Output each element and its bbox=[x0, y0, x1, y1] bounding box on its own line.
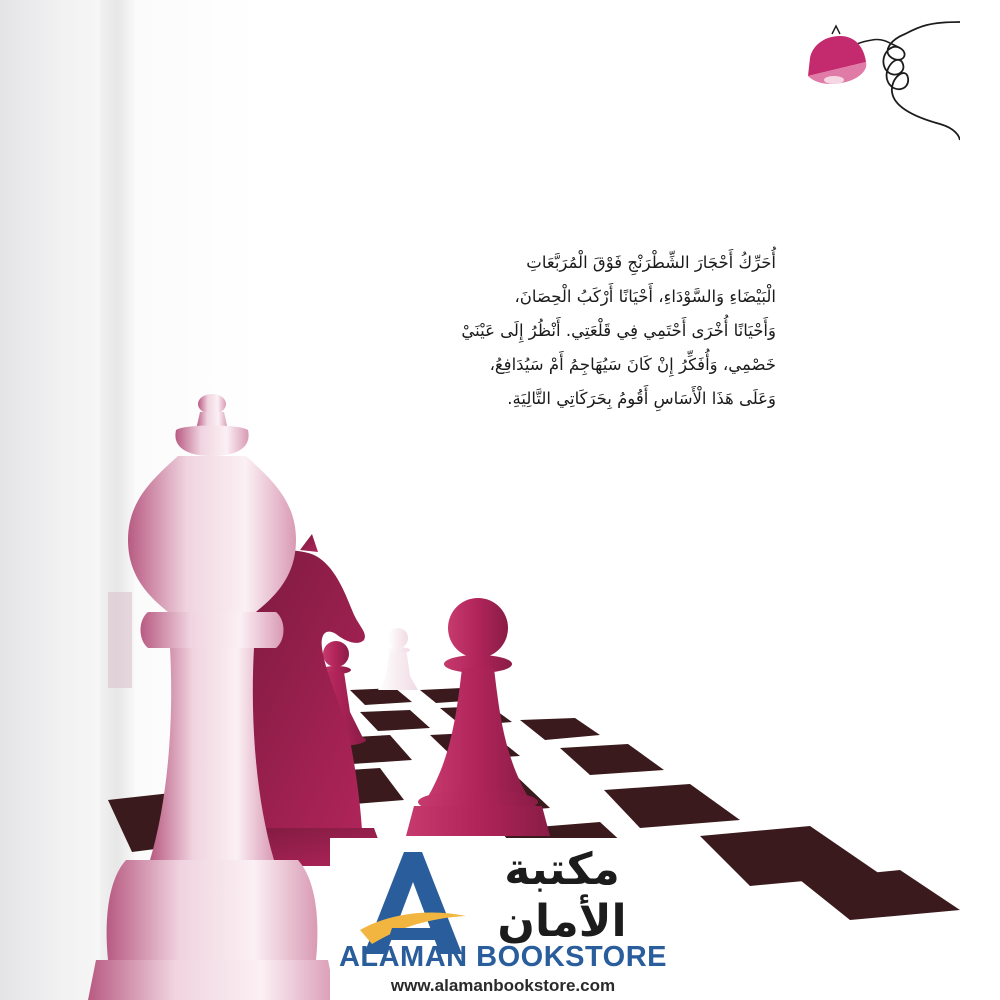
story-line: وَعَلَى هَذَا الْأَسَاسِ أَقُومُ بِحَرَكَاتِي التَّالِيَةِ. bbox=[507, 389, 776, 408]
bookstore-name-arabic bbox=[462, 844, 662, 954]
bookstore-name-arabic-line2: الأمان bbox=[497, 896, 627, 947]
story-line: وَأَحْيَانًا أُخْرَى أَحْتَمِي فِي قَلْعَتِي. أَنْظُرُ إِلَى عَيْنَيْ bbox=[461, 321, 776, 340]
story-line: الْبَيْضَاءِ وَالسَّوْدَاءِ، أَحْيَانًا أَرْكَبُ الْحِصَانَ، bbox=[514, 287, 776, 306]
story-line: أُحَرِّكُ أَحْجَارَ الشِّطْرَنْجِ فَوْقَ الْمُرَبَّعَاتِ bbox=[526, 253, 776, 272]
dark-pawn-large bbox=[406, 598, 550, 836]
bookstore-watermark bbox=[330, 838, 676, 1000]
white-pawn bbox=[378, 628, 418, 690]
bookstore-url[interactable]: www.alamanbookstore.com bbox=[390, 976, 616, 995]
story-line: خَصْمِي، وَأُفَكِّرُ إِنْ كَانَ سَيُهَاجِمُ أَمْ سَيُدَافِعُ، bbox=[489, 355, 776, 374]
bookstore-name-english: ALAMAN BOOKSTORE bbox=[338, 941, 668, 973]
hanging-lamp-decoration bbox=[620, 0, 960, 160]
bookstore-name-arabic-line1: مكتبة bbox=[504, 844, 620, 895]
